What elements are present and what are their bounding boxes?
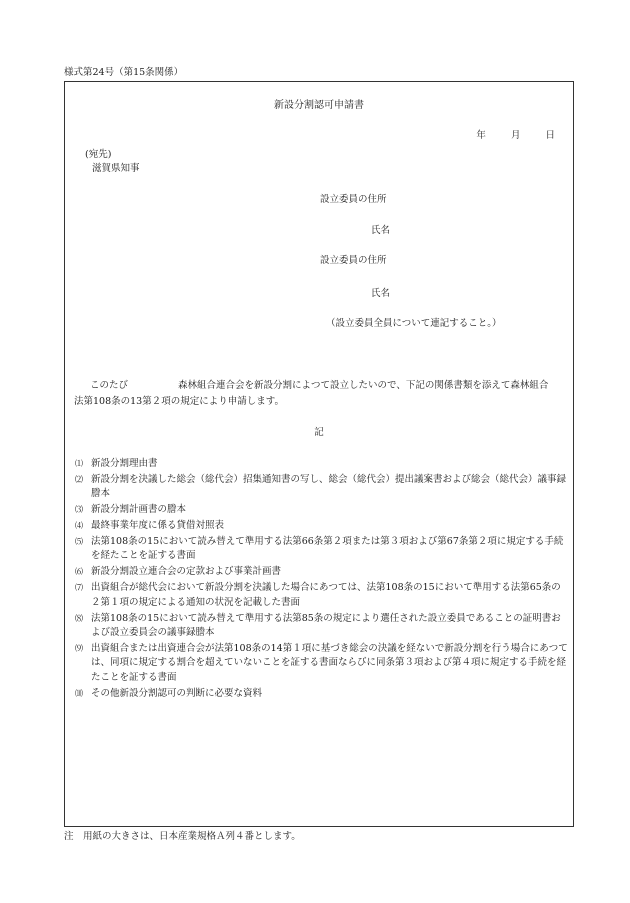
item-text: 新設分割計画書の謄本 xyxy=(91,504,187,516)
date-month: 月 xyxy=(510,130,521,141)
item-text: 新設分割理由書 xyxy=(91,458,158,469)
item-number: ⑸ xyxy=(75,537,83,547)
item-number: ⑷ xyxy=(75,521,83,531)
date-year: 年 xyxy=(476,130,486,141)
list-item xyxy=(75,457,569,471)
applicant-address-label-2: 設立委員の住所 xyxy=(320,255,387,266)
body-paragraph xyxy=(74,378,570,410)
item-number: ⑹ xyxy=(75,567,83,577)
item-text: その他新設分割認可の判断に必要な資料 xyxy=(91,687,263,699)
item-number: ⑻ xyxy=(75,613,83,623)
item-text: 出資組合が総代会において新設分割を決議した場合にあつては、法第108条の15において準用する法第65条の２第１項の規定による通知の状況を記載した書面 xyxy=(91,582,561,608)
ki-heading: 記 xyxy=(314,427,324,438)
item-text: 新設分割を決議した総会（総代会）招集通知書の写し、総会（総代会）提出議案書および総会（総代会）議事録謄本 xyxy=(91,473,567,500)
list-item xyxy=(75,565,569,579)
footnote: 注 用紙の大きさは、日本産業規格Ａ列４番とします。 xyxy=(64,831,301,842)
list-item xyxy=(75,535,569,564)
addressee-label: (宛先) xyxy=(85,149,112,160)
applicant-address-label-1: 設立委員の住所 xyxy=(320,194,387,205)
list-item xyxy=(75,519,569,533)
item-number: ⑽ xyxy=(75,688,83,698)
item-number: ⑼ xyxy=(75,643,83,653)
item-number: ⑴ xyxy=(75,459,83,468)
item-text: 新設分割設立連合会の定款および事業計画書 xyxy=(91,566,282,578)
list-item xyxy=(75,581,569,610)
list-item xyxy=(75,642,569,685)
form-number: 様式第24号（第15条関係） xyxy=(64,67,184,78)
item-number: ⑶ xyxy=(75,505,83,515)
body-text-1: 森林組合連合会を新設分割によつて設立したいので、下記の関係書類を添えて森林組合 xyxy=(178,380,549,391)
item-text: 法第108条の15において読み替えて準用する法第85条の規定により選任された設立委員であることの証明書および設立委員会の議事録謄本 xyxy=(91,612,561,638)
application-form-frame xyxy=(64,81,574,827)
list-item xyxy=(75,687,569,701)
applicant-name-label-2: 氏名 xyxy=(371,288,391,299)
body-text-2: 法第108条の13第２項の規定により申請します。 xyxy=(74,396,284,407)
list-item xyxy=(75,612,569,641)
date-day: 日 xyxy=(545,130,555,141)
item-text: 出資組合または出資連合会が法第108条の14第１項に基づき総会の決議を経ないで新設分割を行う場合にあつては、同項に規定する割合を超えていないことを証する書面ならびに同条第３項および第４項に規定する手続を経たことを証する書面 xyxy=(91,642,568,683)
item-number: ⑺ xyxy=(75,583,83,593)
body-prefix: このたび xyxy=(90,380,129,391)
list-item xyxy=(75,473,569,502)
applicant-name-label-1: 氏名 xyxy=(371,225,391,236)
item-text: 最終事業年度に係る貸借対照表 xyxy=(91,520,225,532)
list-item xyxy=(75,503,569,517)
item-number: ⑵ xyxy=(75,474,83,484)
item-text: 法第108条の15において読み替えて準用する法第66条第２項または第３項および第67条第２項に規定する手続を経たことを証する書面 xyxy=(91,536,564,562)
form-title: 新設分割認可申請書 xyxy=(274,100,364,111)
addressee: 滋賀県知事 xyxy=(92,163,140,174)
applicant-note: （設立委員全員について連記すること。） xyxy=(326,318,502,329)
attachment-list xyxy=(75,457,569,703)
date-line xyxy=(476,130,555,141)
